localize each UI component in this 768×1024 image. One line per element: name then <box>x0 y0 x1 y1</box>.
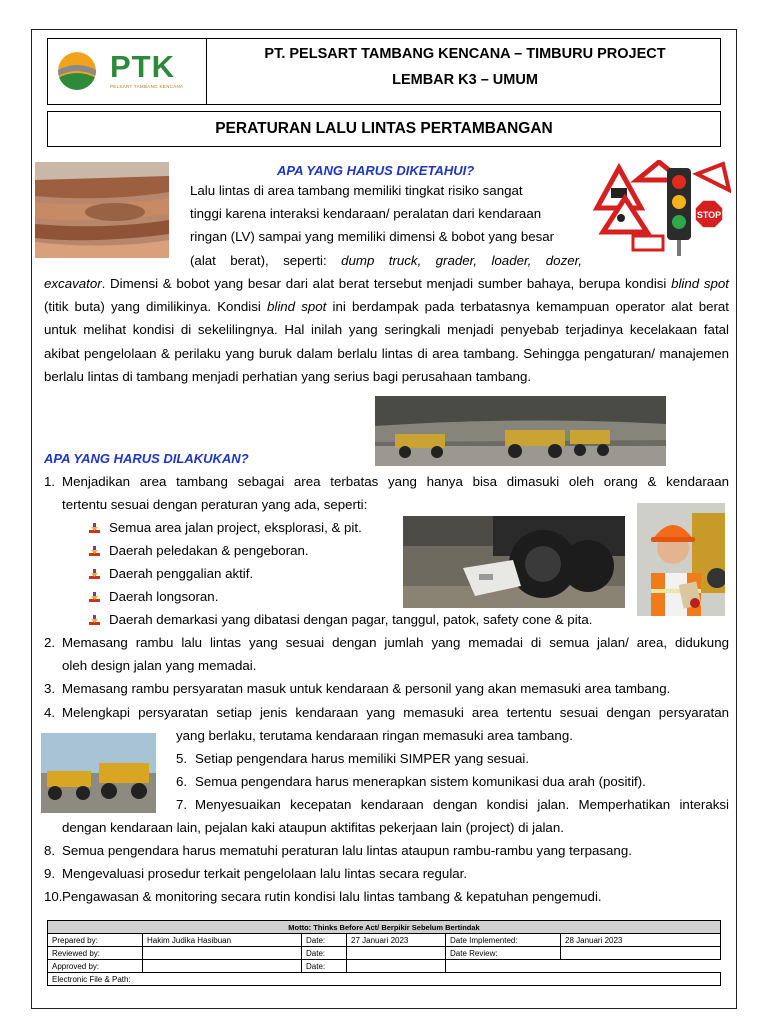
date-label: Date: <box>302 947 347 960</box>
document-control-table <box>47 920 721 986</box>
traffic-signs-graphic <box>593 160 731 258</box>
reviewed-value <box>143 947 302 960</box>
section-heading-know: APA YANG HARUS DIKETAHUI? <box>277 163 475 178</box>
item-7-line-2: dengan kendaraan lain, pejalan kaki ataupun aktifitas pekerjaan lain (project) di jalan. <box>62 820 564 835</box>
item-4-line-2: yang berlaku, terutama kendaraan ringan memasuki area tambang. <box>176 728 573 743</box>
item-2-line-2: oleh design jalan yang memadai. <box>62 658 257 673</box>
item-7-line-1: Menyesuaikan kecepatan kendaraan dengan kondisi jalan. Memperhatikan interaksi <box>195 797 729 812</box>
company-logo <box>48 39 207 104</box>
intro-text-block <box>190 179 582 272</box>
bullet-arrow-icon <box>89 522 100 533</box>
item-number: 3. <box>44 681 56 696</box>
list-item: Daerah demarkasi yang dibatasi dengan pagar, tanggul, patok, safety cone & pita. <box>109 612 592 627</box>
review-value <box>561 947 721 960</box>
intro-line-3: ringan (LV) sampai yang memiliki dimensi & bobot yang besar <box>190 229 555 245</box>
intro-line-2: tinggi karena interaksi kendaraan/ peralatan dari kendaraan <box>190 206 542 222</box>
page-title: PERATURAN LALU LINTAS PERTAMBANGAN <box>47 111 721 147</box>
item-8: Semua pengendara harus mematuhi peraturan lalu lintas ataupun rambu-rambu yang terpasang. <box>62 843 632 858</box>
section-heading-do: APA YANG HARUS DILAKUKAN? <box>44 451 249 466</box>
item-2-line-1: Memasang rambu lalu lintas yang sesuai dengan jumlah yang memadai di semua jalan/ area, didukung <box>62 635 729 650</box>
list-item: Daerah penggalian aktif. <box>109 566 253 581</box>
logo-emblem-icon <box>58 52 96 90</box>
document-type: LEMBAR K3 – UMUM <box>392 72 538 88</box>
date-label: Date: <box>302 934 347 947</box>
bullet-arrow-icon <box>89 568 100 579</box>
prepared-label: Prepared by: <box>48 934 143 947</box>
item-number: 5. <box>176 751 188 766</box>
item-3: Memasang rambu persyaratan masuk untuk kendaraan & personil yang akan memasuki area tambang. <box>62 681 671 696</box>
date-value-empty <box>347 947 446 960</box>
file-path-label: Electronic File & Path: <box>48 973 721 986</box>
list-item: Daerah peledakan & pengeboran. <box>109 543 309 558</box>
item-number: 9. <box>44 866 56 881</box>
item-6: Semua pengendara harus menerapkan sistem komunikasi dua arah (positif). <box>195 774 646 789</box>
intro-paragraph: excavator. Dimensi & bobot yang besar dari alat berat tersebut menjadi sumber bahaya, berupa kondisi blind spot (titik buta) yang dimilikinya. Kondisi blind spot ini berdampak pada terbatasnya kemampuan operator alat berat untuk melihat kondisi di sekelilingnya. Hal inilah yang seringkali menjadi penyebab terjadinya kecelakaan fatal akibat pengelolaan & perilaku yang buruk dalam berlalu lintas di area tambang. Sehingga pengaturan/ manajemen berlalu lintas di tambang menjadi perhatian yang serius bagi perusahaan tambang. <box>44 276 730 384</box>
accident-photo <box>403 516 625 608</box>
item-10: Pengawasan & monitoring secara rutin kondisi lalu lintas tambang & kepatuhan pengemudi. <box>62 889 602 904</box>
approved-value <box>143 960 302 973</box>
haul-trucks-photo <box>375 396 666 466</box>
intro-line-4: (alat berat), seperti: dump truck, grader, loader, dozer, <box>190 252 582 268</box>
list-item: Semua area jalan project, eksplorasi, & pit. <box>109 520 362 535</box>
date-label: Date: <box>302 960 347 973</box>
date-value-empty <box>347 960 446 973</box>
safety-worker-photo <box>637 503 725 616</box>
item-number: 1. <box>44 474 56 489</box>
item-1-line-2: tertentu sesuai dengan peraturan yang ada, seperti: <box>62 497 368 512</box>
implemented-value: 28 Januari 2023 <box>561 934 721 947</box>
bullet-arrow-icon <box>89 545 100 556</box>
intro-line-1: Lalu lintas di area tambang memiliki tingkat risiko sangat <box>190 183 523 198</box>
item-4-line-1: Melengkapi persyaratan setiap jenis kendaraan yang memasuki area tertentu sesuai dengan persyaratan <box>62 705 729 720</box>
svg-text:STOP: STOP <box>696 210 722 220</box>
logo-subtitle: PELSART TAMBANG KENCANA <box>110 84 184 89</box>
dump-trucks-photo <box>41 733 156 813</box>
implemented-label: Date Implemented: <box>446 934 561 947</box>
reviewed-label: Reviewed by: <box>48 947 143 960</box>
bullet-arrow-icon <box>89 591 100 602</box>
item-9: Mengevaluasi prosedur terkait pengelolaan lalu lintas secara regular. <box>62 866 468 881</box>
item-number: 2. <box>44 635 56 650</box>
item-number: 4. <box>44 705 56 720</box>
blank-cell <box>446 960 721 973</box>
document-header <box>47 38 721 105</box>
bullet-arrow-icon <box>89 614 100 625</box>
item-1-line-1: Menjadikan area tambang sebagai area terbatas yang hanya bisa dimasuki oleh orang & kendaraan <box>62 474 729 489</box>
item-number: 6. <box>176 774 188 789</box>
item-5: Setiap pengendara harus memiliki SIMPER yang sesuai. <box>195 751 530 766</box>
company-title: PT. PELSART TAMBANG KENCANA – TIMBURU PROJECT <box>264 46 666 62</box>
list-item: Daerah longsoran. <box>109 589 218 604</box>
open-pit-mine-photo <box>35 162 169 258</box>
item-number: 10. <box>44 889 63 904</box>
review-label: Date Review: <box>446 947 561 960</box>
date-value: 27 Januari 2023 <box>347 934 446 947</box>
approved-label: Approved by: <box>48 960 143 973</box>
logo-text: PTK <box>110 49 175 84</box>
motto-row: Motto: Thinks Before Act/ Berpikir Sebelum Bertindak <box>48 921 721 934</box>
item-number: 8. <box>44 843 56 858</box>
prepared-value: Hakim Judika Hasibuan <box>143 934 302 947</box>
item-number: 7. <box>176 797 188 812</box>
